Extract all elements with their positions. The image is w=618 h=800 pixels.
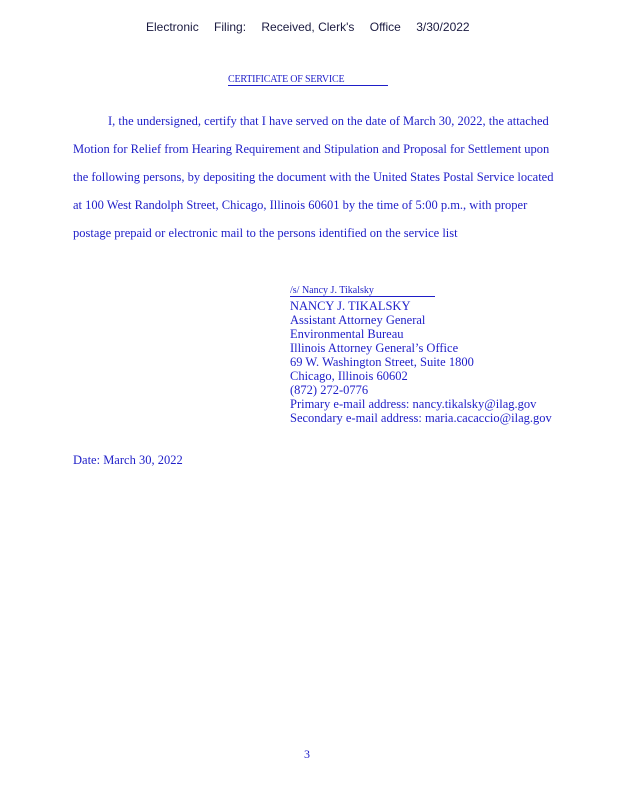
- signer-primary-email: Primary e-mail address: nancy.tikalsky@ilag.gov: [290, 397, 537, 411]
- signer-name: NANCY J. TIKALSKY: [290, 299, 411, 313]
- body-line-3: the following persons, by depositing the document with the United States Postal Service located: [73, 170, 554, 184]
- signer-street: 69 W. Washington Street, Suite 1800: [290, 355, 474, 369]
- body-line-2: Motion for Relief from Hearing Requirement and Stipulation and Proposal for Settlement upon: [73, 142, 550, 156]
- filing-stamp-header: [146, 20, 482, 34]
- signer-bureau: Environmental Bureau: [290, 327, 404, 341]
- page-number: 3: [304, 747, 310, 761]
- signer-office: Illinois Attorney General’s Office: [290, 341, 459, 355]
- certificate-title: CERTIFICATE OF SERVICE: [228, 74, 388, 86]
- signer-city: Chicago, Illinois 60602: [290, 369, 408, 383]
- header-office: Office: [369, 20, 401, 34]
- header-filing: Filing:: [214, 20, 247, 34]
- date-line: Date: March 30, 2022: [73, 453, 183, 467]
- signer-title: Assistant Attorney General: [290, 313, 426, 327]
- body-line-5: postage prepaid or electronic mail to the persons identified on the service list: [73, 226, 458, 240]
- header-date: 3/30/2022: [416, 20, 470, 34]
- body-line-1: I, the undersigned, certify that I have served on the date of March 30, 2022, the attached: [108, 114, 549, 128]
- signer-secondary-email: Secondary e-mail address: maria.cacaccio@ilag.gov: [290, 411, 552, 425]
- body-line-4: at 100 West Randolph Street, Chicago, Illinois 60601 by the time of 5:00 p.m., with proper: [73, 198, 528, 212]
- signature-line: /s/ Nancy J. Tikalsky: [290, 285, 435, 297]
- signer-phone: (872) 272-0776: [290, 383, 369, 397]
- header-received: Received, Clerk's: [261, 20, 355, 34]
- signature-block: [290, 299, 552, 425]
- header-electronic: Electronic: [146, 20, 199, 34]
